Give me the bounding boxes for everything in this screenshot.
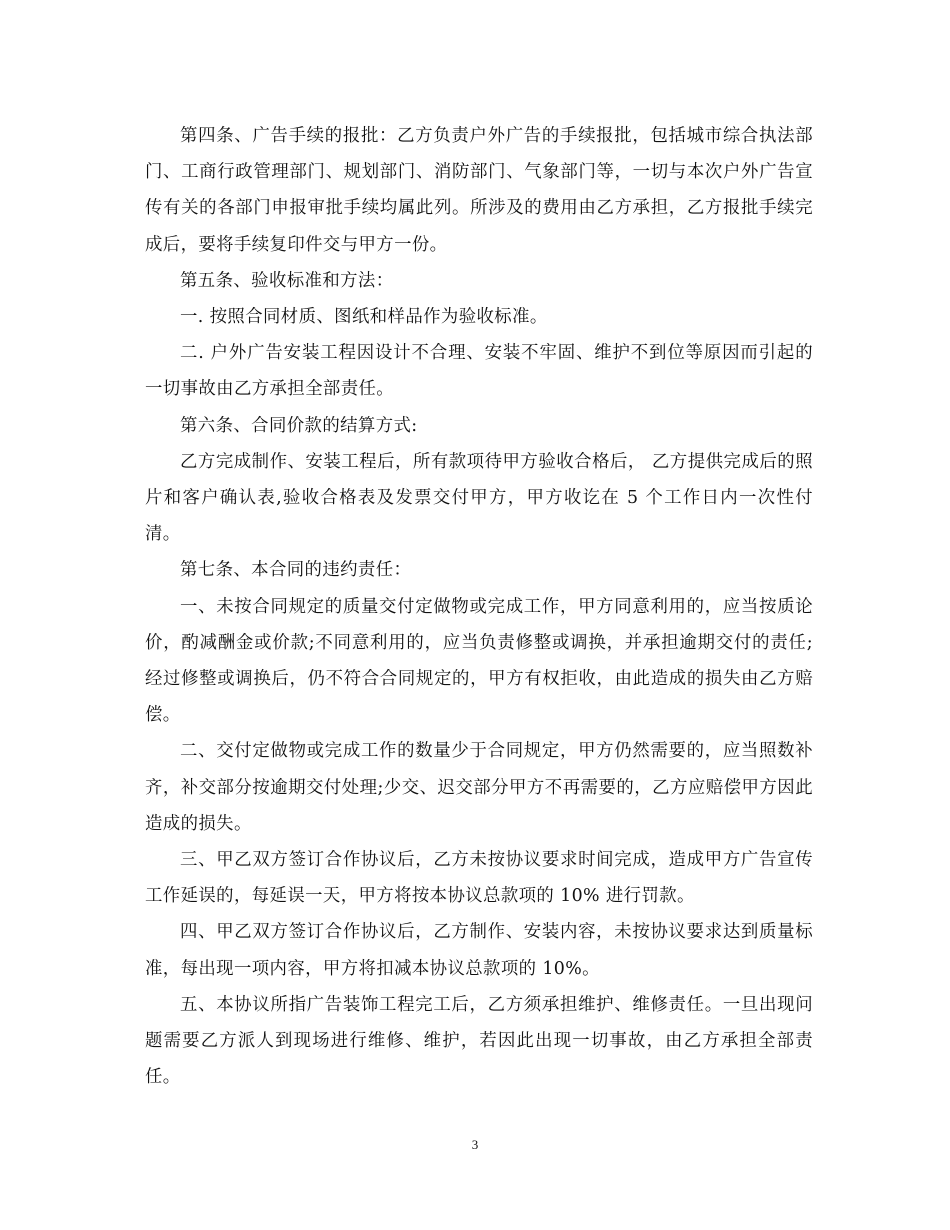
paragraph-article-7-item-1: 一、未按合同规定的质量交付定做物或完成工作，甲方同意利用的，应当按质论价，酌减酬金或价款;不同意利用的，应当负责修整或调换，并承担逾期交付的责任;经过修整或调换后，仍不符合合同规定的，甲方有权拒收，由此造成的损失由乙方赔偿。 — [145, 596, 813, 726]
paragraph-article-7-item-5: 五、本协议所指广告装饰工程完工后，乙方须承担维护、维修责任。一旦出现问题需要乙方派人到现场进行维修、维护，若因此出现一切事故，由乙方承担全部责任。 — [145, 994, 813, 1088]
paragraph-article-6-body: 乙方完成制作、安装工程后，所有款项待甲方验收合格后， 乙方提供完成后的照片和客户确认表,验收合格表及发票交付甲方，甲方收讫在 5 个工作日内一次性付清。 — [145, 451, 813, 545]
paragraph-article-7-heading: 第七条、本合同的违约责任： — [180, 560, 412, 581]
document-body — [145, 118, 813, 1095]
paragraph-article-7-item-2: 二、交付定做物或完成工作的数量少于合同规定，甲方仍然需要的，应当照数补齐，补交部分按逾期交付处理;少交、迟交部分甲方不再需要的，乙方应赔偿甲方因此造成的损失。 — [145, 741, 813, 834]
paragraph-article-6-heading: 第六条、合同价款的结算方式: — [180, 415, 418, 436]
paragraph-article-5-item-2: 二. 户外广告安装工程因设计不合理、安装不牢固、维护不到位等原因而引起的一切事故由乙方承担全部责任。 — [145, 343, 813, 400]
paragraph-article-7-item-3: 三、甲乙双方签订合作协议后，乙方未按协议要求时间完成，造成甲方广告宣传工作延误的，每延误一天，甲方将按本协议总款项的 10% 进行罚款。 — [145, 850, 813, 907]
paragraph-article-5-heading: 第五条、验收标准和方法： — [180, 270, 394, 291]
page-number: 3 — [471, 1137, 479, 1152]
paragraph-article-5-item-1: 一. 按照合同材质、图纸和样品作为验收标准。 — [180, 307, 548, 328]
paragraph-article-4: 第四条、广告手续的报批：乙方负责户外广告的手续报批，包括城市综合执法部门、工商行政管理部门、规划部门、消防部门、气象部门等，一切与本次户外广告宣传有关的各部门申报审批手续均属此列。所涉及的费用由乙方承担，乙方报批手续完成后，要将手续复印件交与甲方一份。 — [145, 126, 813, 255]
paragraph-article-7-item-4: 四、甲乙双方签订合作协议后，乙方制作、安装内容，未按协议要求达到质量标准，每出现一项内容，甲方将扣减本协议总款项的 10%。 — [145, 922, 813, 979]
